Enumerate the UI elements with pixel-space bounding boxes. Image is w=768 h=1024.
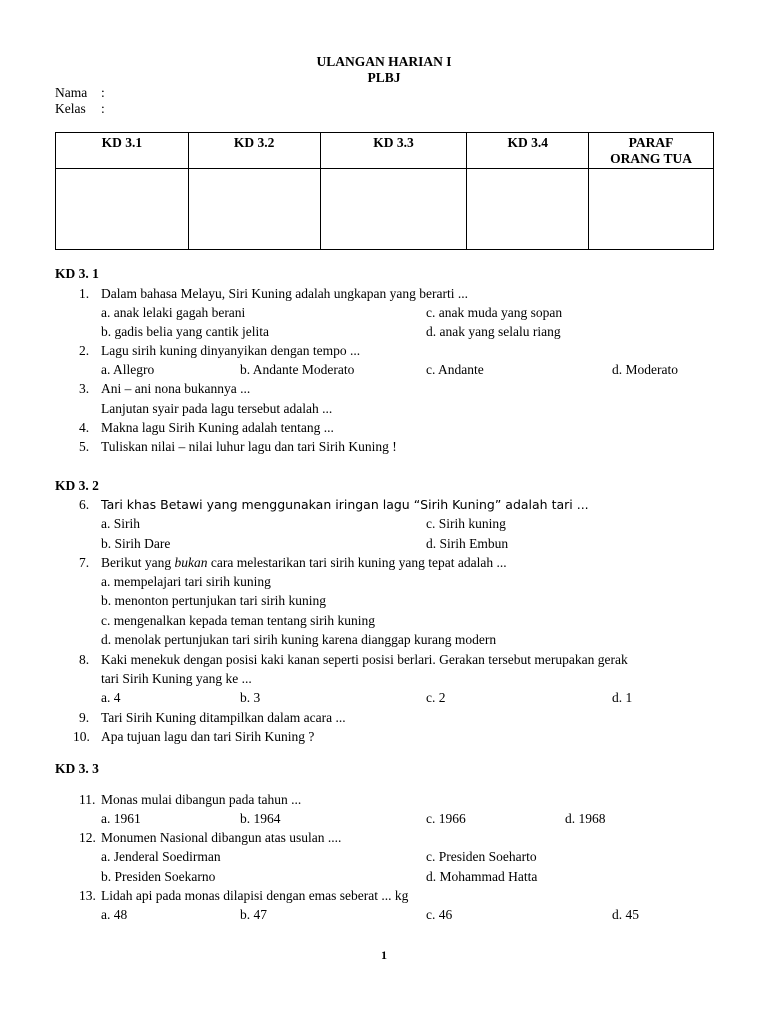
option-c: c. Andante: [426, 362, 484, 377]
question-number: 4.: [79, 420, 90, 435]
question-text: Kaki menekuk dengan posisi kaki kanan seperti posisi berlari. Gerakan tersebut merupakan gerak: [101, 652, 628, 667]
option-c: c. 46: [426, 907, 453, 922]
option-b: b. Presiden Soekarno: [101, 869, 216, 884]
table-header-kd31: KD 3.1: [56, 133, 189, 169]
question-text: Ani – ani nona bukannya ...: [101, 381, 251, 396]
option-d: d. menolak pertunjukan tari sirih kuning karena dianggap kurang modern: [101, 632, 497, 647]
question-number: 10.: [73, 729, 90, 744]
question-number: 1.: [79, 286, 90, 301]
option-a: a. Sirih: [101, 516, 140, 531]
option-b: b. Sirih Dare: [101, 536, 171, 551]
question-text: Monas mulai dibangun pada tahun ...: [101, 792, 302, 807]
paraf-line1: PARAF: [628, 135, 674, 150]
question-text-line2: tari Sirih Kuning yang ke ...: [101, 671, 252, 686]
page-subtitle: PLBJ: [367, 70, 401, 85]
option-c: c. 1966: [426, 811, 466, 826]
option-a: a. 4: [101, 690, 121, 705]
question-text-part: Berikut yang: [101, 555, 175, 570]
score-cell-kd32[interactable]: [188, 169, 320, 250]
option-a: a. anak lelaki gagah berani: [101, 305, 246, 320]
question-text: [101, 555, 507, 571]
option-d: d. Sirih Embun: [426, 536, 509, 551]
question-number: 13.: [79, 888, 96, 903]
option-a: a. Jenderal Soedirman: [101, 849, 221, 864]
option-d: d. 1: [612, 690, 633, 705]
question-text-line2: Lanjutan syair pada lagu tersebut adalah ...: [101, 401, 333, 416]
option-b: b. menonton pertunjukan tari sirih kuning: [101, 593, 326, 608]
option-c: c. 2: [426, 690, 446, 705]
kelas-colon: :: [101, 101, 105, 116]
section-heading-kd33: KD 3. 3: [55, 761, 99, 776]
option-c: c. anak muda yang sopan: [426, 305, 563, 320]
option-b: b. 47: [240, 907, 267, 922]
section-heading-kd31: KD 3. 1: [55, 266, 99, 281]
option-a: a. mempelajari tari sirih kuning: [101, 574, 271, 589]
question-text: Tari khas Betawi yang menggunakan iringan lagu “Sirih Kuning” adalah tari ...: [101, 497, 589, 512]
option-c: c. mengenalkan kepada teman tentang sirih kuning: [101, 613, 376, 628]
option-b: b. 3: [240, 690, 261, 705]
question-text: Tari Sirih Kuning ditampilkan dalam acara ...: [101, 710, 346, 725]
question-text: Dalam bahasa Melayu, Siri Kuning adalah ungkapan yang berarti ...: [101, 286, 469, 301]
table-header-kd33: KD 3.3: [320, 133, 467, 169]
question-text: Apa tujuan lagu dan tari Sirih Kuning ?: [101, 729, 315, 744]
nama-label: Nama: [55, 85, 88, 100]
page-number: 1: [381, 948, 387, 962]
question-number: 5.: [79, 439, 90, 454]
score-cell-kd31[interactable]: [56, 169, 189, 250]
question-number: 2.: [79, 343, 90, 358]
option-d: d. anak yang selalu riang: [426, 324, 561, 339]
option-b: b. 1964: [240, 811, 281, 826]
option-c: c. Presiden Soeharto: [426, 849, 537, 864]
question-number: 7.: [79, 555, 90, 570]
option-b: b. gadis belia yang cantik jelita: [101, 324, 269, 339]
question-number: 3.: [79, 381, 90, 396]
paraf-line2: ORANG TUA: [610, 151, 692, 166]
table-header-paraf: [589, 133, 714, 169]
question-text-part: cara melestarikan tari sirih kuning yang tepat adalah ...: [207, 555, 507, 570]
question-text: Tuliskan nilai – nilai luhur lagu dan tari Sirih Kuning !: [101, 439, 397, 454]
option-a: a. 48: [101, 907, 128, 922]
option-b: b. Andante Moderato: [240, 362, 355, 377]
score-cell-kd34[interactable]: [467, 169, 589, 250]
score-table: [55, 132, 714, 250]
question-number: 12.: [79, 830, 96, 845]
option-d: d. 1968: [565, 811, 606, 826]
question-number: 8.: [79, 652, 90, 667]
page-title: ULANGAN HARIAN I: [316, 54, 452, 69]
nama-colon: :: [101, 85, 105, 100]
option-c: c. Sirih kuning: [426, 516, 506, 531]
question-text: Monumen Nasional dibangun atas usulan ....: [101, 830, 342, 845]
question-number: 11.: [79, 792, 96, 807]
question-emphasis: bukan: [174, 555, 208, 570]
table-header-kd32: KD 3.2: [188, 133, 320, 169]
question-number: 9.: [79, 710, 90, 725]
option-d: d. Mohammad Hatta: [426, 869, 538, 884]
table-header-kd34: KD 3.4: [467, 133, 589, 169]
score-cell-paraf[interactable]: [589, 169, 714, 250]
option-a: a. 1961: [101, 811, 141, 826]
question-number: 6.: [79, 497, 90, 512]
question-text: Makna lagu Sirih Kuning adalah tentang ...: [101, 420, 334, 435]
score-cell-kd33[interactable]: [320, 169, 467, 250]
option-d: d. 45: [612, 907, 639, 922]
option-a: a. Allegro: [101, 362, 155, 377]
question-text: Lidah api pada monas dilapisi dengan emas seberat ... kg: [101, 888, 409, 903]
kelas-label: Kelas: [55, 101, 86, 116]
option-d: d. Moderato: [612, 362, 678, 377]
question-text: Lagu sirih kuning dinyanyikan dengan tempo ...: [101, 343, 361, 358]
section-heading-kd32: KD 3. 2: [55, 478, 99, 493]
